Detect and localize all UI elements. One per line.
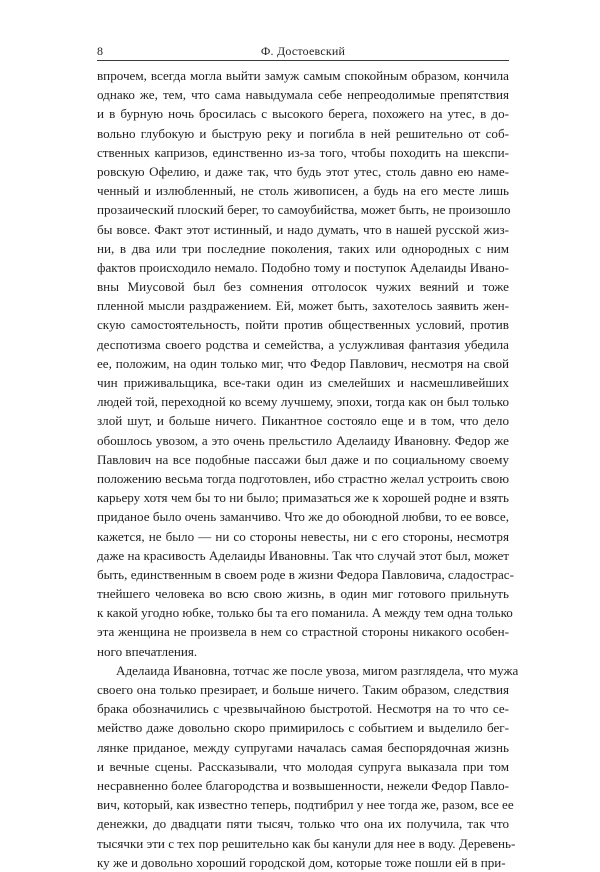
text-line: даже на красивость Аделаиды Ивановны. Так что случай этот был, может [97,547,509,563]
text-line: чин приживальщика, все-таки один из смелейших и насмешливейших [97,375,509,390]
text-line: лянке приданое, между супругами началась самая беспорядочная жизнь [97,739,509,755]
text-line: ровскую Офелию, и даже так, что будь этот утес, столь давно ею наме- [97,163,509,179]
text-line: обошлось увозом, а это очень прельстило Аделаиду Ивановну. Федор же [97,432,509,448]
text-line: к какой угодно юбке, только бы та его поманила. А между тем одна только [97,605,513,621]
text-line: впрочем, всегда могла выйти замуж самым спокойным образом, кончила [97,68,509,83]
text-line: ни, в два или три последние поколения, таких или однородных с ним [97,240,509,256]
text-line: тысячки эти с тех пор решительно как бы канули для нее в воду. Деревень- [97,835,516,851]
running-head [97,44,509,61]
text-line: ее, положим, на один только миг, что Федор Павлович, несмотря на свой [97,355,509,371]
text-line: Павлович на все подобные пассажи был даже и по социальному своему [97,451,509,467]
text-line: приданое было очень заманчиво. Что же до обоюдной любви, то ее вовсе, [97,509,509,525]
body-text [97,66,519,872]
text-line: бы вовсе. Факт этот истинный, и надо думать, что в нашей русской жиз- [97,221,509,237]
text-line: положению весьма тогда подготовлен, ибо страстно желал устроить свою [97,470,509,486]
text-line: ного впечатления. [97,643,198,659]
text-line: людей той, переходной ко всему лучшему, эпохи, тогда как он был только [97,394,509,410]
text-line: тнейшего человека во всю свою жизнь, в один миг готового прильнуть [97,586,509,602]
text-line: Аделаида Ивановна, тотчас же после увоза, мигом разглядела, что мужа [116,662,519,678]
text-line: вич, который, как известно теперь, подтибрил у нее тогда же, разом, все ее [97,797,514,813]
text-line: карьеру хотя чем бы то ни было; примазаться же к хорошей родне и взять [97,490,509,506]
running-title: Ф. Достоевский [260,44,346,58]
text-line: деспотизма своего родства и семейства, а услужливая фантазия убедила [97,336,509,352]
text-line: эта женщина не произвела в нем со страстной стороны никакого особен- [97,624,509,640]
text-line: ственных капризов, единственно из-за того, чтобы походить на шекспи- [97,144,509,160]
page-number: 8 [97,44,103,58]
text-line: мейство даже довольно скоро примирилось с событием и выделило бег- [97,720,509,736]
text-line: и вечные сцены. Рассказывали, что молодая супруга выказала при том [97,758,509,774]
text-line: фактов происходило немало. Подобно тому и поступок Аделаиды Ивано- [97,259,509,275]
text-line: денежки, до двадцати пяти тысяч, только что она их получила, так что [97,816,509,832]
text-line: вны Миусовой был без сомнения отголосок чужих веяний и тоже [97,279,509,295]
text-line: прозаический плоский берег, то самоубийства, может быть, не произошло [97,202,511,218]
text-line: и в бурную ночь бросилась с высокого берега, похожего на утес, в до- [97,106,509,122]
text-line: брака обозначились с чрезвычайною быстротой. Несмотря на то что се- [97,701,509,717]
text-line: скую самостоятельность, пойти против общественных условий, против [97,317,509,333]
text-line: вольно глубокую и быструю реку и погибла в ней решительно от соб- [97,125,509,141]
text-line: быть, единственным в своем роде в жизни Федора Павловича, сладострас- [97,566,514,582]
text-line: ку же и довольно хороший городской дом, которые тоже пошли ей в при- [97,854,506,870]
text-line: однако же, тем, что сама навыдумала себе непреодолимые препятствия [97,87,509,103]
header-rule [97,60,509,61]
text-line: несравненно более благородства и возвышенности, нежели Федор Павло- [97,777,509,793]
text-line: ченный и излюбленный, не столь живописен, а будь на его месте лишь [97,183,509,199]
text-line: кажется, не было — ни со стороны невесты, ни с его стороны, несмотря [97,528,509,544]
text-line: злой шут, и больше ничего. Пикантное состояло еще и в том, что дело [97,413,509,429]
text-line: пленной мысли раздражением. Ей, может быть, захотелось заявить жен- [97,298,509,314]
text-line: своего она только презирает, и больше ничего. Таким образом, следствия [97,682,509,697]
